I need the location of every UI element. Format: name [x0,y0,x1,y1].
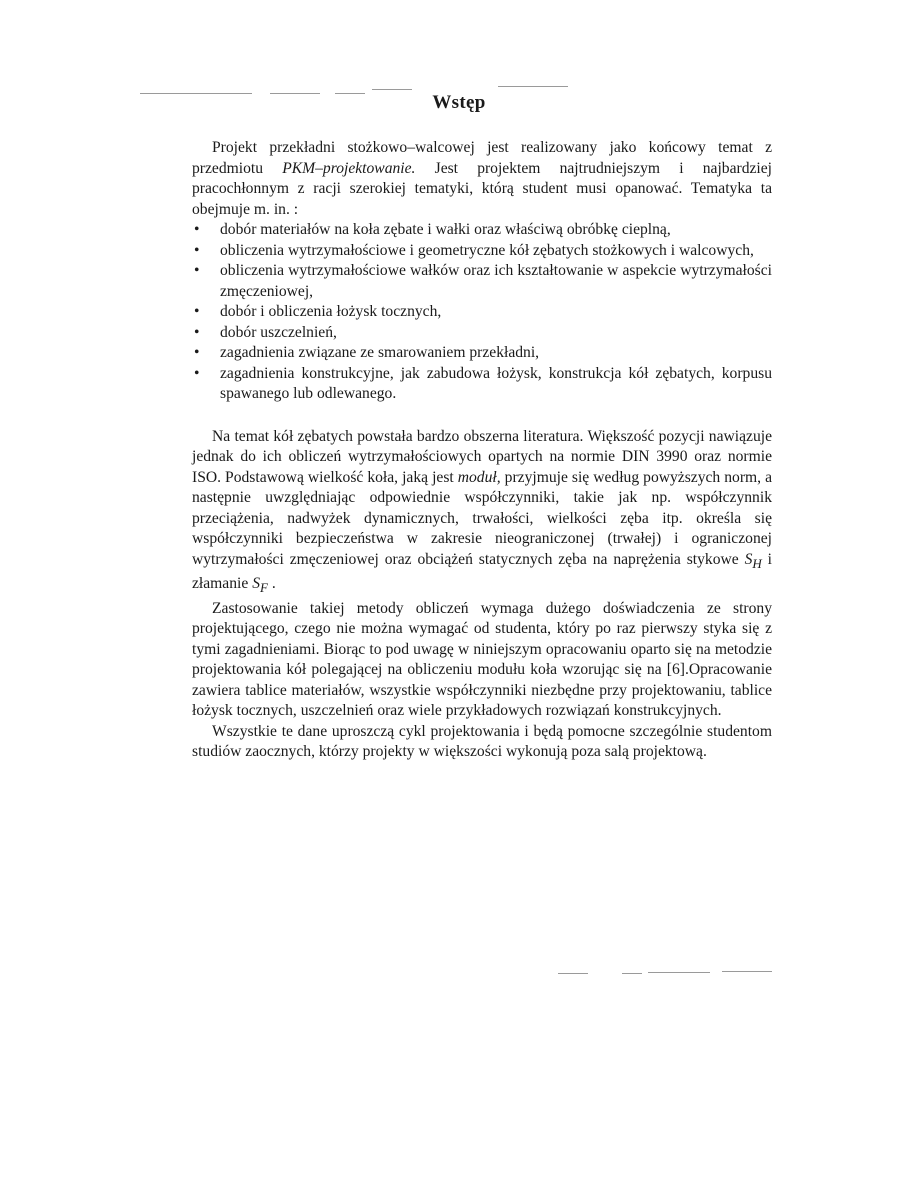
topics-list [192,220,772,405]
closing-paragraph: Wszystkie te dane uproszczą cykl projektowania i będą pomocne szczególnie studentom studiów zaocznych, którzy projekty w większości wykonują poza salą projektową. [192,722,772,761]
scan-artifact-line [648,972,710,973]
list-item-text: obliczenia wytrzymałościowe wałków oraz ich kształtowanie w aspekcie wytrzymałości zmęczeniowej, [220,262,772,300]
bullet-icon: • [194,303,200,320]
list-item [192,302,772,323]
page-title: Wstęp [432,92,486,113]
intro-text: Projekt przekładni stożkowo–walcowej jest realizowany jako końcowy temat z przedmiotu [192,139,772,177]
scan-artifact-line [722,971,772,972]
symbol-subscript: F [259,580,268,596]
list-item [192,261,772,302]
list-item-text: dobór uszczelnień, [220,323,337,341]
subject-name: PKM–projektowanie. [282,159,416,177]
list-item-text: zagadnienia konstrukcyjne, jak zabudowa łożysk, konstrukcja kół zębatych, korpusu spawanego lub odlewanego. [220,364,772,402]
bullet-icon: • [194,241,200,259]
bullet-icon: • [194,262,200,279]
symbol-base: S [252,575,260,593]
list-item [192,323,772,344]
scan-artifact-line [558,973,588,974]
intro-text: Jest projektem najtrudniejszym i najbardziej pracochłonnym z racji szerokiej tematyki, którą student musi opanować. Tematyka ta obejmuje m. in. : [192,159,773,218]
paragraph-text: i złamanie [192,550,773,593]
term-modul: moduł, [457,468,501,486]
list-item [192,241,772,262]
bullet-icon: • [194,364,200,382]
document-body [192,138,772,763]
symbol-subscript: H [752,555,762,571]
list-item [192,343,772,364]
list-item-text: dobór i obliczenia łożysk tocznych, [220,303,442,320]
scan-artifact-line [622,973,642,974]
method-paragraph: Zastosowanie takiej metody obliczeń wymaga dużego doświadczenia ze strony projektującego, czego nie można wymagać od studenta, który po raz pierwszy styka się z tymi zagadnieniami. Biorąc to pod uwagę w niniejszym opracowaniu oparto się na metodzie projektowania kół polegającej na obliczeniu modułu koła wzorując się na [6].Opracowanie zawiera tablice materiałów, wszystkie współczynniki niezbędne przy projektowaniu, tablice łożysk tocznych, uszczelnień oraz wiele przykładowych rozwiązań konstrukcyjnych. [192,599,772,720]
paragraph-text: Na temat kół zębatych powstała bardzo obszerna literatura. Większość pozycji nawiązuje jednak do ich obliczeń wytrzymałościowych opartych na normie DIN 3990 oraz normie ISO. Podstawową wielkość koła, jaką jest [192,427,772,486]
paragraph-text: . [267,575,276,593]
list-item-text: obliczenia wytrzymałościowe i geometryczne kół zębatych stożkowych i walcowych, [220,241,754,259]
symbol-sh [744,550,762,571]
bullet-icon: • [194,323,200,341]
scan-artifact-line [498,86,568,87]
list-item-text: zagadnienia związane ze smarowaniem przekładni, [220,344,540,361]
bullet-icon: • [194,221,200,238]
literature-paragraph [192,427,772,599]
list-item-text: dobór materiałów na koła zębate i wałki oraz właściwą obróbkę cieplną, [220,221,671,238]
symbol-base: S [744,550,753,568]
intro-paragraph [192,138,772,220]
bullet-icon: • [194,344,200,361]
list-item [192,220,772,241]
paragraph-text: przyjmuje się według powyższych norm, a następnie uwzględniając odpowiednie współczynniki, takie jak np. współczynnik przeciążenia, nadwyżek dynamicznych, trwałości, wielkości zęba itp. określa się współczynniki bezpieczeństwa w zakresie nieograniczonej (trwałej) i ograniczonej wytrzymałości zmęczeniowej oraz obciążeń statycznych zęba na naprężenia stykowe [192,468,772,568]
symbol-sf [252,575,268,596]
scan-artifact-line [372,89,412,90]
list-item [192,364,772,405]
